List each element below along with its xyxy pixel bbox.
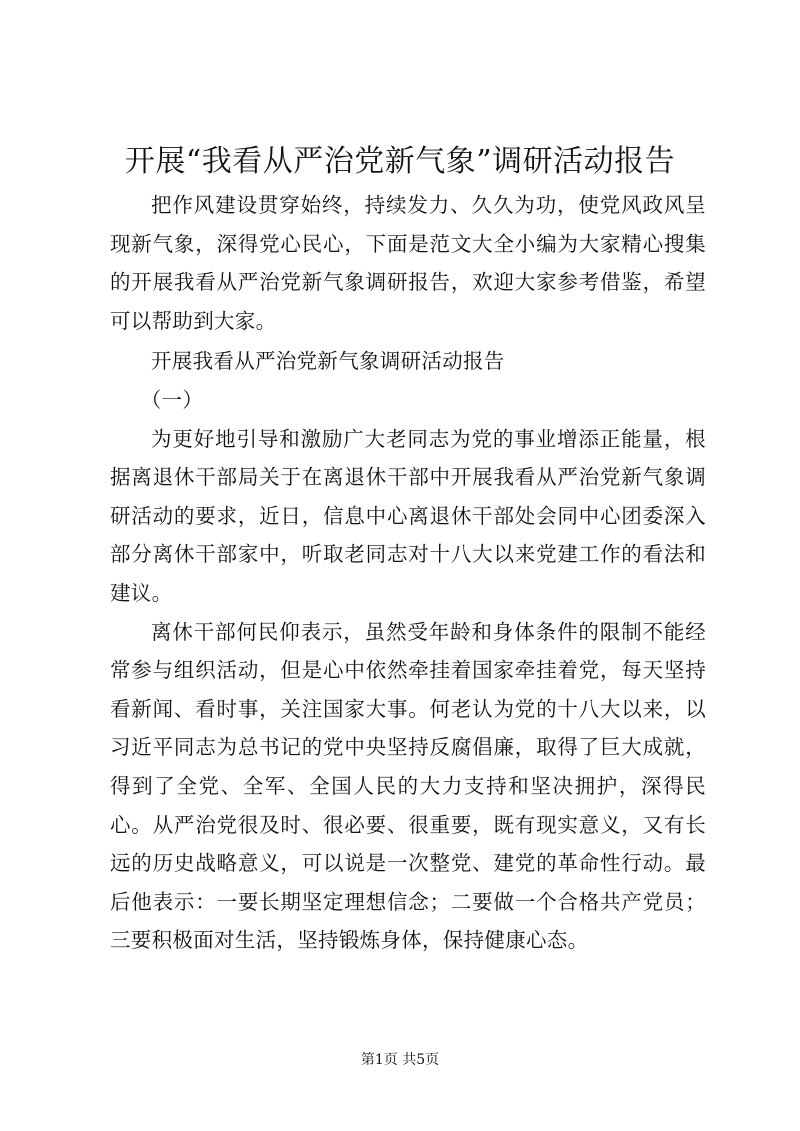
section-number: （一） [140,387,204,412]
page-footer: 第1页 共5页 [360,1052,440,1068]
section-heading: 开展我看从严治党新气象调研活动报告 [151,349,505,374]
document-title: 开展“我看从严治党新气象”调研活动报告 [124,144,676,179]
body-paragraph: 离休干部何民仰表示，虽然受年龄和身体条件的限制不能经常参与组织活动，但是心中依然牵挂着国家牵挂着党，每天坚持看新闻、看时事，关注国家大事。何老认为党的十八大以来，以习近平同志为总书记的党中央坚持反腐倡廉，取得了巨大成就，得到了全党、全军、全国人民的大力支持和坚决拥护，深得民心。从严治党很及时、很必要、很重要，既有现实意义，又有长远的历史战略意义，可以说是一次整党、建党的革命性行动。最后他表示：一要长期坚定理想信念；二要做一个合格共产党员；三要积极面对生活，坚持锻炼身体，保持健康心态。 [110,619,706,953]
intro-paragraph: 把作风建设贯穿始终，持续发力、久久为功，使党风政风呈现新气象，深得党心民心，下面是范文大全小编为大家精心搜集的开展我看从严治党新气象调研报告，欢迎大家参考借鉴，希望可以帮助到大家。 [110,193,706,333]
body-paragraph: 为更好地引导和激励广大老同志为党的事业增添正能量，根据离退休干部局关于在离退休干部中开展我看从严治党新气象调研活动的要求，近日，信息中心离退休干部处会同中心团委深入部分离休干部家中，听取老同志对十八大以来党建工作的看法和建议。 [110,426,706,605]
document-body [110,186,706,960]
